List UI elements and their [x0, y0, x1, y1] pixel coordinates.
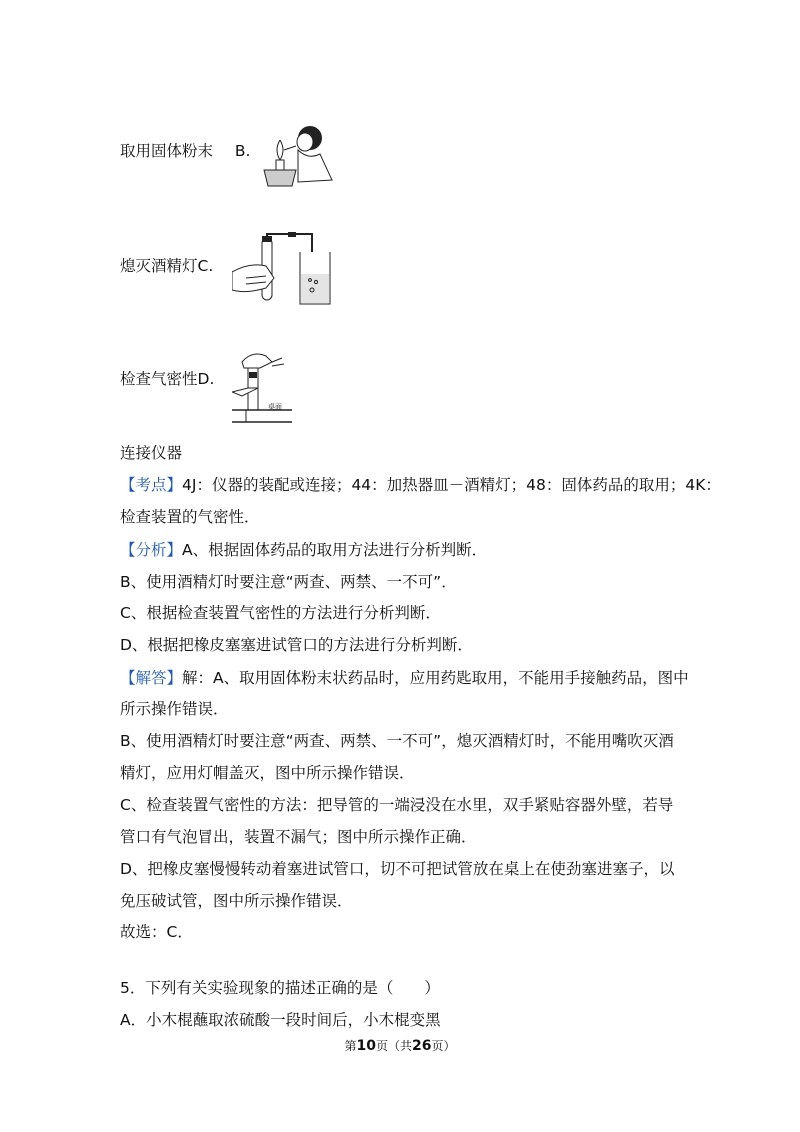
- answer: 故选：C．: [120, 923, 193, 941]
- airtightness-figure: [232, 232, 340, 310]
- fenxi-c: C、根据检查装置气密性的方法进行分析判断．: [120, 604, 441, 622]
- question5-option-a: A．小木棍蘸取浓硫酸一段时间后，小木棍变黑: [120, 1011, 441, 1029]
- fenxi-tag: 【分析】: [120, 541, 183, 559]
- jieda-b2: 精灯，应用灯帽盖灭，图中所示操作错误．: [120, 764, 415, 782]
- jieda-b1: B、使用酒精灯时要注意“两查、两禁、一不可”，熄灭酒精灯时，不能用嘴吹灭酒: [120, 732, 674, 750]
- jieda-c1: C、检查装置气密性的方法：把导管的一端浸没在水里，双手紧贴容器外壁，若导: [120, 796, 674, 814]
- jieda-d1: D、把橡皮塞慢慢转动着塞进试管口，切不可把试管放在桌上在使劲塞进塞子，以: [120, 860, 675, 878]
- jieda-d2: 免压破试管，图中所示操作错误．: [120, 892, 353, 910]
- question5-stem: 5．下列有关实验现象的描述正确的是（ ）: [120, 979, 440, 997]
- jieda-tag: 【解答】: [120, 669, 183, 687]
- footer-mid: 页（共: [375, 1039, 412, 1053]
- fenxi-d: D、根据把橡皮塞塞进试管口的方法进行分析判断．: [120, 636, 473, 654]
- option-a-label: 取用固体粉末: [120, 142, 214, 160]
- option-d-desc: 连接仪器: [120, 444, 183, 462]
- option-c-label: C.: [197, 257, 214, 275]
- option-d-row: [120, 369, 214, 389]
- kaodian-line: [120, 475, 721, 495]
- option-d-label: D.: [197, 370, 215, 388]
- footer-page: 10: [356, 1038, 376, 1054]
- option-b-desc: 熄灭酒精灯: [120, 257, 198, 275]
- fenxi-b: B、使用酒精灯时要注意“两查、两禁、一不可”．: [120, 573, 457, 591]
- footer-total: 26: [412, 1038, 432, 1054]
- footer-prefix: 第: [344, 1039, 357, 1053]
- footer-suffix: 页）: [431, 1039, 456, 1053]
- desk-label: 桌面: [268, 403, 282, 411]
- option-c-desc: 检查气密性: [120, 370, 198, 388]
- kaodian-text: 4J：仪器的装配或连接；44：加热器皿－酒精灯；48：固体药品的取用；4K：: [182, 476, 721, 494]
- blow-out-lamp-figure: [258, 120, 338, 190]
- kaodian-text-2: 检查装置的气密性．: [120, 508, 260, 526]
- option-b-label: B.: [234, 142, 251, 160]
- fenxi-a: A、根据固体药品的取用方法进行分析判断．: [182, 541, 488, 559]
- jieda-a1: 解：A、取用固体粉末状药品时，应用药匙取用，不能用手接触药品，图中: [182, 669, 689, 687]
- fenxi-line: [120, 540, 487, 560]
- connect-instrument-figure: [232, 348, 294, 426]
- jieda-a2: 所示操作错误．: [120, 700, 229, 718]
- jieda-c2: 管口有气泡冒出，装置不漏气；图中所示操作正确．: [120, 828, 477, 846]
- jieda-line: [120, 668, 689, 688]
- option-b-row: [120, 141, 250, 161]
- option-c-row: [120, 256, 213, 276]
- kaodian-tag: 【考点】: [120, 476, 183, 494]
- page-footer: [0, 1037, 800, 1054]
